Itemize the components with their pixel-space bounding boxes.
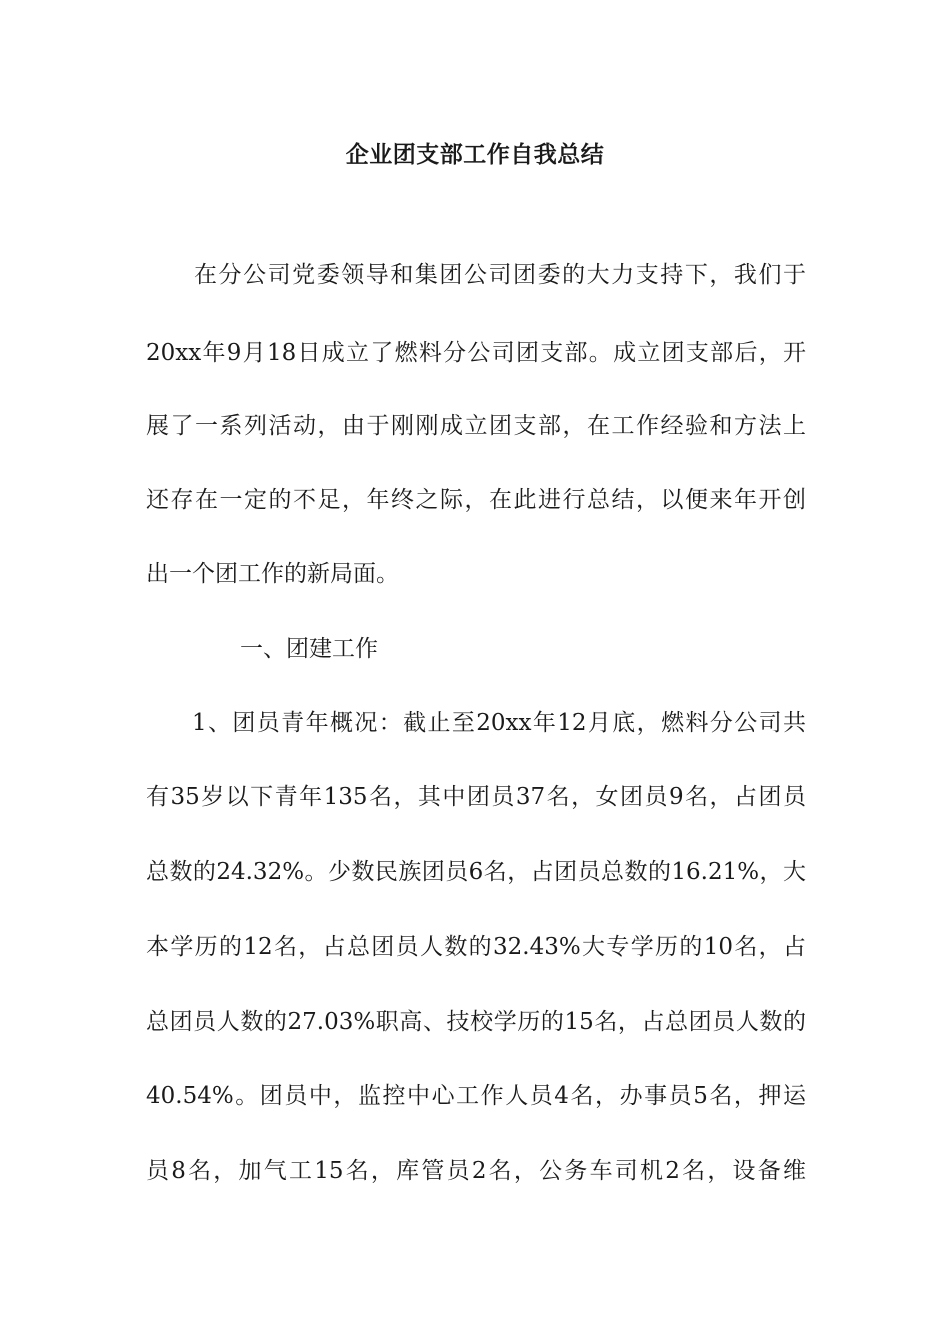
paragraph-line-2: 20xx年9月18日成立了燃料分公司团支部。成立团支部后，开 (146, 340, 806, 366)
paragraph-line-5: 出一个团工作的新局面。 (146, 561, 399, 587)
section-heading: 一、团建工作 (240, 636, 378, 662)
paragraph-line-10: 总团员人数的27.03%职高、技校学历的15名，占总团员人数的 (146, 1009, 806, 1035)
paragraph-line-4: 还存在一定的不足，年终之际，在此进行总结，以便来年开创 (146, 487, 806, 513)
paragraph-line-3: 展了一系列活动，由于刚刚成立团支部，在工作经验和方法上 (146, 413, 806, 439)
paragraph-line-11: 40.54%。团员中，监控中心工作人员4名，办事员5名，押运 (146, 1083, 806, 1109)
document-title: 企业团支部工作自我总结 (345, 141, 605, 168)
paragraph-line-9: 本学历的12名，占总团员人数的32.43%大专学历的10名，占 (146, 934, 806, 960)
paragraph-line-8: 总数的24.32%。少数民族团员6名，占团员总数的16.21%，大 (146, 859, 806, 885)
paragraph-line-7: 有35岁以下青年135名，其中团员37名，女团员9名，占团员 (146, 784, 806, 810)
paragraph-line-6: 1、团员青年概况：截止至20xx年12月底，燃料分公司共 (192, 710, 806, 736)
paragraph-line-1: 在分公司党委领导和集团公司团委的大力支持下，我们于 (194, 262, 806, 288)
paragraph-line-12: 员8名，加气工15名，库管员2名，公务车司机2名，设备维 (146, 1158, 806, 1184)
